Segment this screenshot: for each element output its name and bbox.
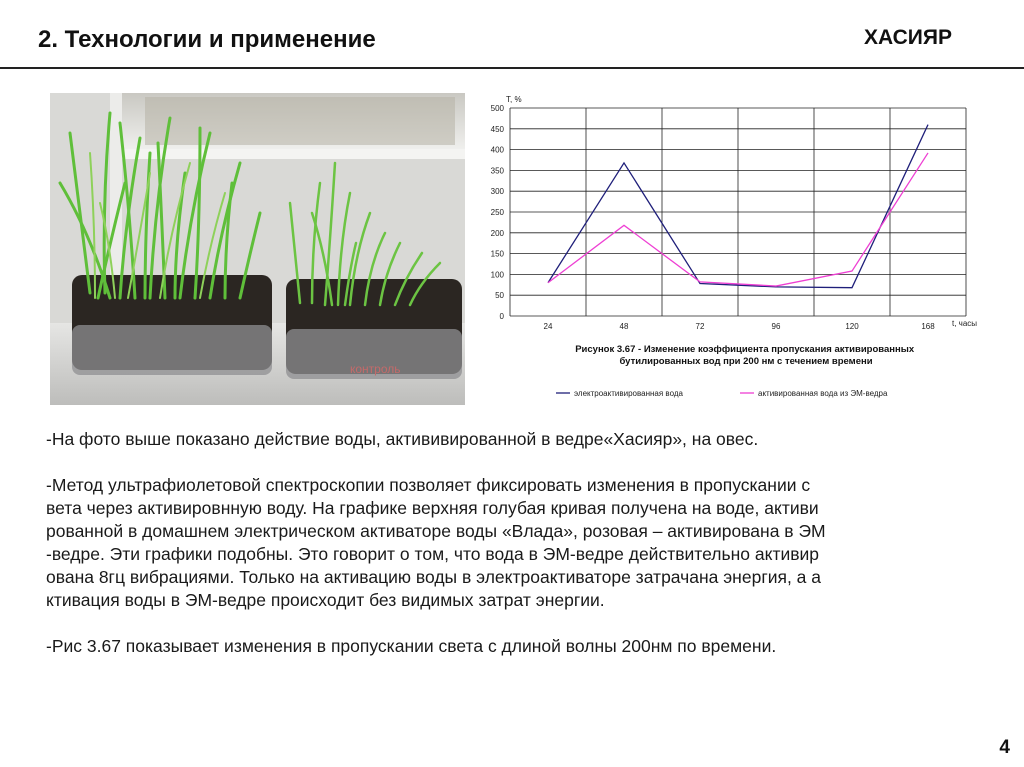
paragraph-3: -Рис 3.67 показывает изменения в пропускании света с длиной волны 200нм по времени. [46,636,777,656]
y-tick-label: 0 [499,312,504,321]
x-axis-label: t, часы [952,319,978,328]
y-tick-label: 500 [490,104,504,113]
y-tick-label: 100 [490,270,504,280]
title-divider [0,67,1024,69]
chart-caption-line-2: бутилированных вод при 200 нм с течением времени [619,356,873,367]
paragraph-2-line: рованной в домашнем электрическом активаторе воды «Влада», розовая – активирована в ЭМ [46,521,826,541]
transmission-chart [468,90,978,410]
y-axis-label: T, % [506,95,522,104]
legend-entry: активированная вода из ЭМ-ведра [758,389,888,398]
legend-entry: электроактивированная вода [574,389,683,398]
paragraph-2-line: -ведре. Эти графики подобны. Это говорит о том, что вода в ЭМ-ведре действительно активир [46,544,820,564]
page-number: 4 [999,737,1010,758]
x-tick-label: 48 [619,322,629,331]
x-tick-label: 96 [771,322,781,331]
paragraph-2-line: вета через активировнную воду. На графике верхняя голубая кривая получена на воде, активи [46,498,819,518]
x-tick-label: 72 [695,322,705,331]
x-tick-label: 120 [845,322,859,331]
oat-sprouts-photo [50,93,465,405]
paragraph-2-line: ктивация воды в ЭМ-ведре происходит без видимых затрат энергии. [46,590,605,610]
body-text [46,428,976,658]
x-tick-label: 24 [543,322,553,331]
y-tick-label: 450 [490,124,504,134]
oat-sprouts-illustration [50,93,465,405]
chart-caption [575,344,917,367]
chart-legend [556,389,888,398]
paragraph-2-line: ована 8гц вибрациями. Только на активацию воды в электроактиваторе затрачана энергия, а а [46,567,821,587]
y-tick-label: 350 [490,166,504,176]
brand-name: ХАСИЯР [863,26,952,49]
y-tick-label: 200 [490,228,504,238]
y-tick-label: 250 [490,208,504,217]
chart-caption-line-1: Рисунок 3.67 - Изменение коэффициента пропускания активированных [575,344,915,355]
paragraph-2-line: -Метод ультрафиолетовой спектроскопии позволяет фиксировать изменения в пропускании с [46,475,811,495]
paragraph-2 [46,474,976,612]
y-tick-label: 400 [490,145,504,155]
x-tick-label: 168 [921,322,935,331]
paragraph-1: -На фото выше показано действие воды, актививированной в ведре«Хасияр», на овес. [46,429,759,449]
y-tick-label: 150 [490,249,504,259]
tray-label: контроль [350,362,401,376]
chart-svg [468,90,978,410]
y-tick-label: 300 [490,187,504,197]
slide-title: 2. Технологии и применение [38,26,376,53]
y-tick-label: 50 [495,291,504,301]
